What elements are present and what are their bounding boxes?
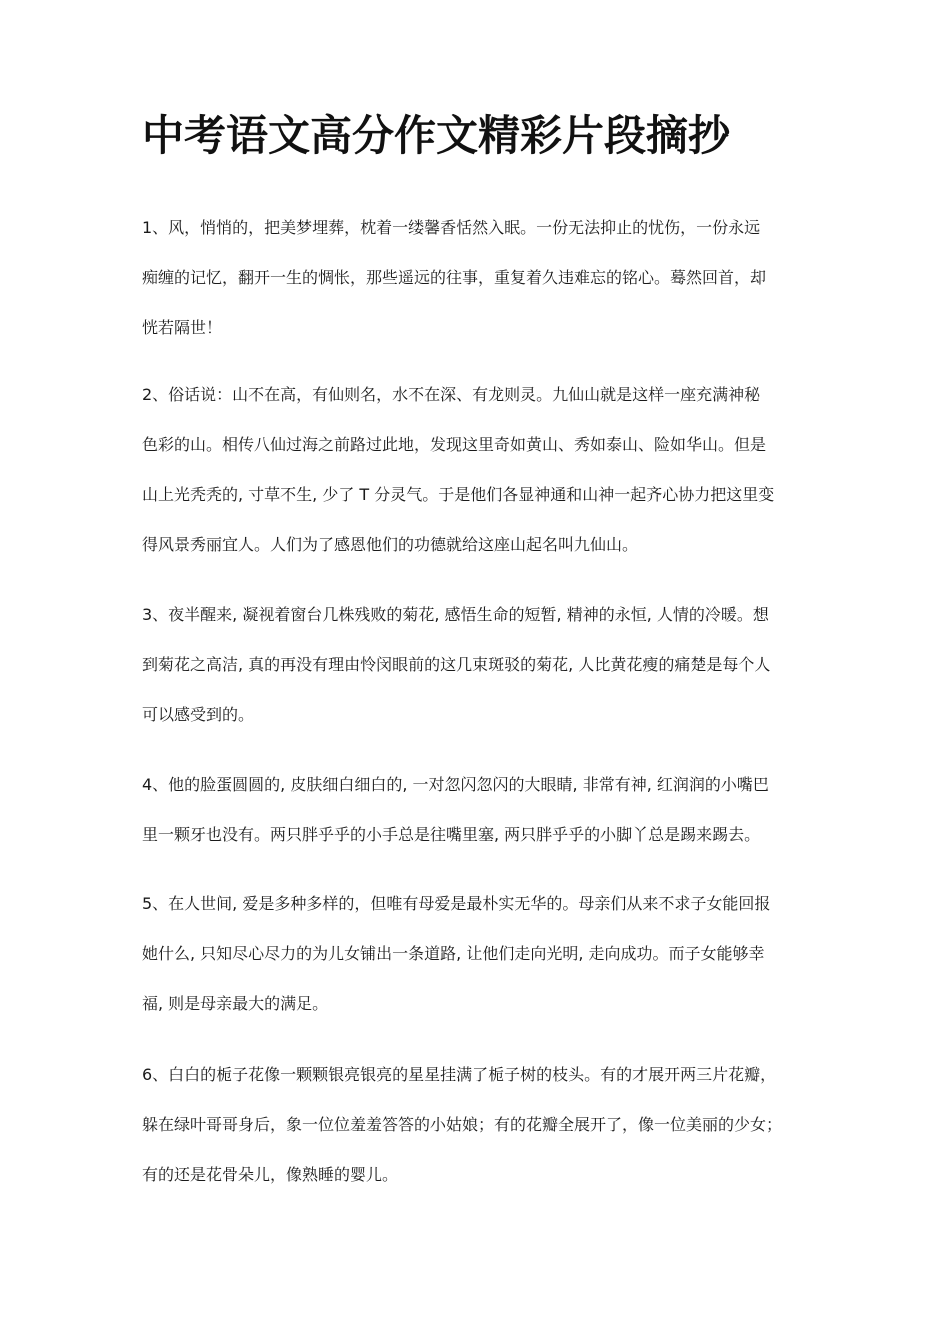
paragraph-6: [142, 1050, 832, 1200]
paragraph-line: 她什么, 只知尽心尽力的为儿女铺出一条道路, 让他们走向光明, 走向成功。而子女能够幸: [142, 944, 765, 963]
paragraph-line: 恍若隔世！: [142, 318, 223, 337]
paragraph-line: 得风景秀丽宜人。人们为了感恩他们的功德就给这座山起名叫九仙山。: [142, 535, 639, 554]
paragraph-line: 有的还是花骨朵儿，像熟睡的婴儿。: [142, 1165, 399, 1184]
paragraph-line: 6、白白的栀子花像一颗颗银亮银亮的星星挂满了栀子树的枝头。有的才展开两三片花瓣，: [142, 1065, 777, 1084]
document-title: 中考语文高分作文精彩片段摘抄: [142, 111, 731, 160]
paragraph-line: 山上光秃秃的, 寸草不生, 少了 T 分灵气。于是他们各显神通和山神一起齐心协力把这里变: [142, 485, 775, 504]
paragraph-line: 痴缠的记忆，翻开一生的惆怅，那些遥远的往事，重复着久违难忘的铭心。蓦然回首，却: [142, 268, 767, 287]
paragraph-line: 里一颗牙也没有。两只胖乎乎的小手总是往嘴里塞, 两只胖乎乎的小脚丫总是踢来踢去。: [142, 825, 761, 844]
paragraph-1: [142, 203, 832, 353]
paragraph-line: 4、他的脸蛋圆圆的, 皮肤细白细白的, 一对忽闪忽闪的大眼睛, 非常有神, 红润润的小嘴巴: [142, 775, 769, 794]
paragraph-line: 福, 则是母亲最大的满足。: [142, 994, 329, 1013]
paragraph-5: [142, 879, 832, 1029]
paragraph-line: 3、夜半醒来, 凝视着窗台几株残败的菊花, 感悟生命的短暂, 精神的永恒, 人情的冷暖。想: [142, 605, 769, 624]
paragraph-4: [142, 760, 832, 860]
paragraph-line: 1、风，悄悄的，把美梦埋葬，枕着一缕馨香恬然入眠。一份无法抑止的忧伤，一份永远: [142, 218, 761, 237]
paragraph-line: 色彩的山。相传八仙过海之前路过此地，发现这里奇如黄山、秀如泰山、险如华山。但是: [142, 435, 767, 454]
paragraph-line: 到菊花之高洁, 真的再没有理由怜闵眼前的这几束斑驳的菊花, 人比黄花瘦的痛楚是每个人: [142, 655, 771, 674]
paragraph-2: [142, 370, 832, 570]
paragraph-line: 躲在绿叶哥哥身后，象一位位羞羞答答的小姑娘；有的花瓣全展开了，像一位美丽的少女；: [142, 1115, 783, 1134]
paragraph-line: 2、俗话说：山不在高，有仙则名，水不在深、有龙则灵。九仙山就是这样一座充满神秘: [142, 385, 761, 404]
paragraph-line: 可以感受到的。: [142, 705, 255, 724]
paragraph-line: 5、在人世间, 爱是多种多样的，但唯有母爱是最朴实无华的。母亲们从来不求子女能回报: [142, 894, 771, 913]
paragraph-3: [142, 590, 832, 740]
